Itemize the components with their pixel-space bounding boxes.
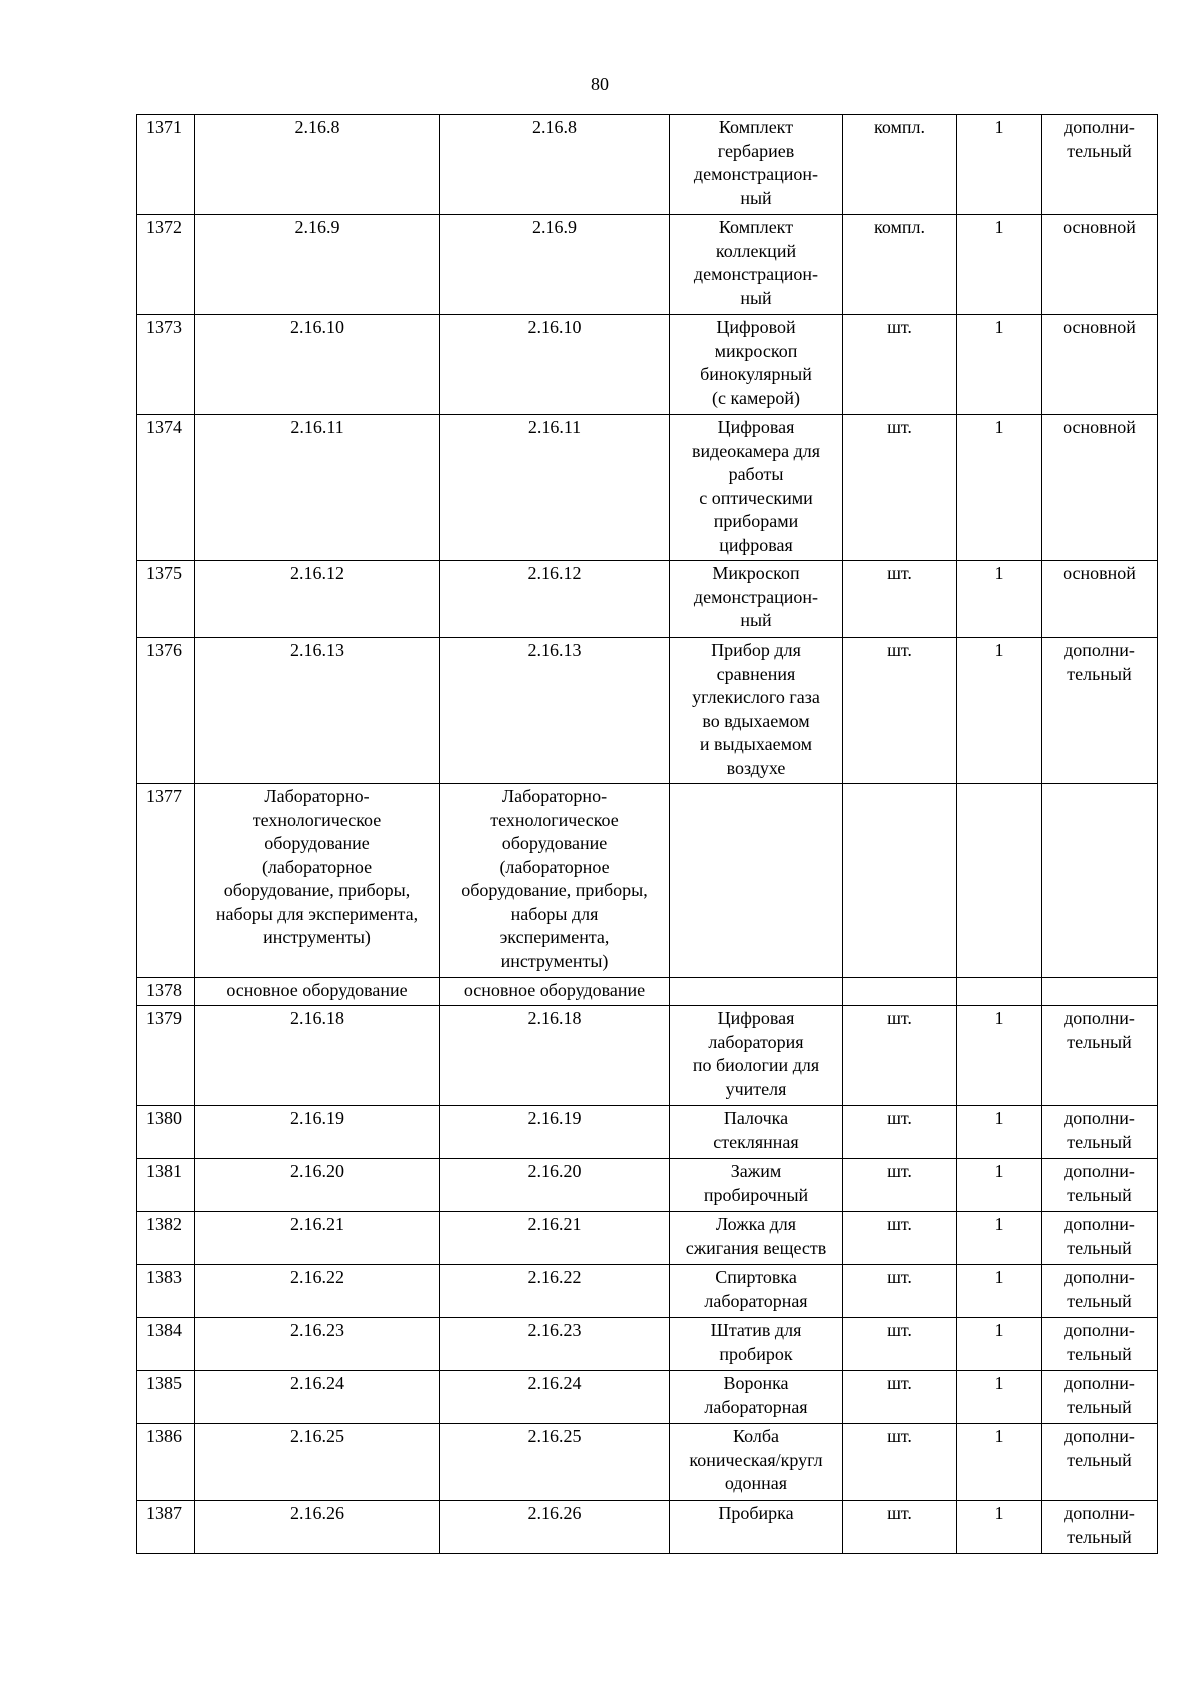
table-cell-row-number	[137, 561, 195, 638]
table-row	[137, 978, 1158, 1006]
table-cell-quantity	[957, 784, 1042, 978]
row-number-text: 1383	[146, 1267, 182, 1287]
row-number-text: 1376	[146, 640, 182, 660]
table-cell-item-name	[670, 415, 843, 561]
table-cell-equipment-type	[1042, 115, 1158, 215]
table-cell-unit-of-measure	[843, 1371, 957, 1424]
code-column-1-text: 2.16.24	[290, 1373, 344, 1393]
item-name-text: Цифровой микроскоп бинокулярный (с камерой)	[700, 317, 812, 408]
code-column-1-text: 2.16.9	[294, 217, 340, 237]
table-cell-code-column-2	[440, 561, 670, 638]
row-number-text: 1386	[146, 1426, 182, 1446]
table-cell-row-number	[137, 115, 195, 215]
table-cell-equipment-type	[1042, 1265, 1158, 1318]
code-column-1-text: 2.16.23	[290, 1320, 344, 1340]
table-cell-code-column-2	[440, 215, 670, 315]
table-cell-quantity	[957, 561, 1042, 638]
table-row	[137, 315, 1158, 415]
table-cell-unit-of-measure	[843, 1006, 957, 1106]
row-number-text: 1371	[146, 117, 182, 137]
table-row	[137, 215, 1158, 315]
table-row	[137, 1318, 1158, 1371]
code-column-2-text: 2.16.20	[527, 1161, 582, 1181]
code-column-2-text: 2.16.22	[527, 1267, 582, 1287]
table-cell-code-column-2	[440, 115, 670, 215]
table-row	[137, 784, 1158, 978]
table-cell-code-column-2	[440, 1265, 670, 1318]
table-cell-item-name	[670, 1371, 843, 1424]
item-name-text: Цифровая лаборатория по биологии для учителя	[692, 1008, 820, 1099]
table-cell-item-name	[670, 978, 843, 1006]
code-column-2-text: основное оборудование	[463, 980, 646, 1000]
table-cell-code-column-1	[195, 115, 440, 215]
table-cell-code-column-1	[195, 1212, 440, 1265]
item-name-text: Зажим пробирочный	[703, 1161, 809, 1205]
table-cell-code-column-2	[440, 978, 670, 1006]
unit-of-measure-text: шт.	[887, 317, 912, 337]
code-column-1-text: 2.16.10	[290, 317, 344, 337]
row-number-text: 1374	[146, 417, 182, 437]
table-cell-code-column-2	[440, 1159, 670, 1212]
table-cell-code-column-1	[195, 1501, 440, 1554]
table-cell-equipment-type	[1042, 1006, 1158, 1106]
table-cell-quantity	[957, 215, 1042, 315]
table-row	[137, 115, 1158, 215]
table-cell-unit-of-measure	[843, 784, 957, 978]
table-cell-item-name	[670, 215, 843, 315]
table-cell-code-column-1	[195, 1371, 440, 1424]
table-cell-unit-of-measure	[843, 1212, 957, 1265]
table-cell-code-column-2	[440, 315, 670, 415]
table-row	[137, 1501, 1158, 1554]
code-column-2-text: 2.16.25	[527, 1426, 582, 1446]
unit-of-measure-text: шт.	[887, 563, 912, 583]
equipment-type-text: дополни- тельный	[1064, 1108, 1135, 1152]
table-cell-code-column-1	[195, 315, 440, 415]
equipment-type-text: дополни- тельный	[1064, 1008, 1135, 1052]
table-cell-quantity	[957, 1371, 1042, 1424]
table-cell-item-name	[670, 1159, 843, 1212]
table-cell-quantity	[957, 1159, 1042, 1212]
table-cell-equipment-type	[1042, 1159, 1158, 1212]
table-cell-code-column-2	[440, 1106, 670, 1159]
quantity-text: 1	[994, 1267, 1004, 1287]
row-number-text: 1378	[146, 980, 182, 1000]
table-cell-code-column-1	[195, 1159, 440, 1212]
table-cell-unit-of-measure	[843, 1501, 957, 1554]
table-cell-item-name	[670, 1501, 843, 1554]
unit-of-measure-text: шт.	[887, 1320, 912, 1340]
table-cell-quantity	[957, 978, 1042, 1006]
table-cell-unit-of-measure	[843, 978, 957, 1006]
code-column-1-text: 2.16.11	[290, 417, 344, 437]
table-cell-code-column-2	[440, 1318, 670, 1371]
quantity-text: 1	[994, 1161, 1004, 1181]
table-row	[137, 561, 1158, 638]
table-cell-code-column-1	[195, 1265, 440, 1318]
table-cell-item-name	[670, 1265, 843, 1318]
unit-of-measure-text: шт.	[887, 417, 912, 437]
table-cell-unit-of-measure	[843, 1106, 957, 1159]
table-cell-code-column-1	[195, 1006, 440, 1106]
table-cell-unit-of-measure	[843, 1159, 957, 1212]
table-cell-quantity	[957, 1501, 1042, 1554]
code-column-2-text: 2.16.9	[532, 217, 577, 237]
code-column-1-text: Лабораторно- технологическое оборудование (лабораторное оборудование, приборы, наборы для эксперимента, инструменты)	[215, 786, 419, 947]
table-cell-row-number	[137, 1265, 195, 1318]
row-number-text: 1375	[146, 563, 182, 583]
equipment-type-text: дополни- тельный	[1064, 1214, 1135, 1258]
quantity-text: 1	[994, 1214, 1004, 1234]
table-cell-quantity	[957, 1318, 1042, 1371]
code-column-2-text: 2.16.12	[527, 563, 582, 583]
table-cell-row-number	[137, 1159, 195, 1212]
table-body	[137, 115, 1158, 1554]
table-cell-code-column-1	[195, 1318, 440, 1371]
row-number-text: 1380	[146, 1108, 182, 1128]
table-cell-quantity	[957, 1212, 1042, 1265]
quantity-text: 1	[994, 1320, 1004, 1340]
quantity-text: 1	[994, 417, 1004, 437]
table-cell-code-column-2	[440, 415, 670, 561]
code-column-1-text: 2.16.25	[290, 1426, 344, 1446]
table-cell-code-column-1	[195, 561, 440, 638]
table-cell-code-column-2	[440, 638, 670, 784]
table-row	[137, 1106, 1158, 1159]
table-cell-item-name	[670, 784, 843, 978]
table-cell-unit-of-measure	[843, 315, 957, 415]
code-column-2-text: 2.16.23	[527, 1320, 582, 1340]
quantity-text: 1	[994, 1008, 1004, 1028]
row-number-text: 1379	[146, 1008, 182, 1028]
table-cell-code-column-1	[195, 978, 440, 1006]
table-cell-quantity	[957, 1106, 1042, 1159]
table-cell-row-number	[137, 1371, 195, 1424]
code-column-2-text: 2.16.26	[527, 1503, 582, 1523]
table-cell-equipment-type	[1042, 1424, 1158, 1501]
table-cell-code-column-1	[195, 1424, 440, 1501]
item-name-text: Спиртовка лабораторная	[704, 1267, 808, 1311]
code-column-2-text: 2.16.8	[532, 117, 577, 137]
table-cell-item-name	[670, 1106, 843, 1159]
table-cell-row-number	[137, 1501, 195, 1554]
table-cell-equipment-type	[1042, 1501, 1158, 1554]
item-name-text: Комплект коллекций демонстрацион- ный	[693, 217, 819, 308]
table-cell-item-name	[670, 1006, 843, 1106]
item-name-text: Воронка лабораторная	[704, 1373, 808, 1417]
table-cell-row-number	[137, 415, 195, 561]
row-number-text: 1384	[146, 1320, 182, 1340]
table-cell-item-name	[670, 1424, 843, 1501]
table-cell-item-name	[670, 115, 843, 215]
equipment-type-text: основной	[1063, 417, 1136, 437]
table-cell-code-column-1	[195, 215, 440, 315]
table-cell-item-name	[670, 561, 843, 638]
table-cell-equipment-type	[1042, 1106, 1158, 1159]
table-cell-unit-of-measure	[843, 115, 957, 215]
table-cell-row-number	[137, 784, 195, 978]
equipment-type-text: дополни- тельный	[1064, 1320, 1135, 1364]
table-cell-row-number	[137, 315, 195, 415]
code-column-2-text: 2.16.24	[527, 1373, 582, 1393]
row-number-text: 1382	[146, 1214, 182, 1234]
table-cell-equipment-type	[1042, 215, 1158, 315]
table-cell-code-column-2	[440, 1424, 670, 1501]
table-cell-equipment-type	[1042, 1318, 1158, 1371]
table-cell-equipment-type	[1042, 561, 1158, 638]
table-cell-equipment-type	[1042, 1212, 1158, 1265]
code-column-1-text: 2.16.20	[290, 1161, 344, 1181]
unit-of-measure-text: шт.	[887, 640, 912, 660]
page-number: 80	[591, 74, 609, 94]
table-row	[137, 1159, 1158, 1212]
equipment-type-text: основной	[1063, 217, 1136, 237]
table-cell-unit-of-measure	[843, 1318, 957, 1371]
item-name-text: Палочка стеклянная	[713, 1108, 799, 1152]
code-column-2-text: 2.16.13	[527, 640, 582, 660]
code-column-1-text: 2.16.12	[290, 563, 344, 583]
code-column-2-text: 2.16.18	[527, 1008, 582, 1028]
table-cell-quantity	[957, 1265, 1042, 1318]
table-row	[137, 1371, 1158, 1424]
row-number-text: 1373	[146, 317, 182, 337]
table-cell-item-name	[670, 315, 843, 415]
code-column-2-text: 2.16.10	[527, 317, 582, 337]
table-cell-equipment-type	[1042, 1371, 1158, 1424]
table-cell-equipment-type	[1042, 784, 1158, 978]
table-cell-unit-of-measure	[843, 1265, 957, 1318]
table-cell-row-number	[137, 1424, 195, 1501]
table-cell-code-column-1	[195, 415, 440, 561]
unit-of-measure-text: шт.	[887, 1161, 912, 1181]
table-row	[137, 1212, 1158, 1265]
table-cell-quantity	[957, 415, 1042, 561]
row-number-text: 1377	[146, 786, 182, 806]
table-cell-item-name	[670, 1318, 843, 1371]
quantity-text: 1	[994, 563, 1004, 583]
item-name-text: Колба коническая/кругл одонная	[689, 1426, 823, 1493]
table-cell-quantity	[957, 315, 1042, 415]
table-cell-code-column-2	[440, 784, 670, 978]
equipment-type-text: дополни- тельный	[1064, 640, 1135, 684]
row-number-text: 1381	[146, 1161, 182, 1181]
equipment-type-text: дополни- тельный	[1064, 1373, 1135, 1417]
table-cell-quantity	[957, 1006, 1042, 1106]
table-row	[137, 1424, 1158, 1501]
table-cell-unit-of-measure	[843, 415, 957, 561]
item-name-text: Ложка для сжигания веществ	[685, 1214, 827, 1258]
table-cell-equipment-type	[1042, 315, 1158, 415]
quantity-text: 1	[994, 640, 1004, 660]
table-cell-row-number	[137, 1006, 195, 1106]
table-cell-code-column-1	[195, 1106, 440, 1159]
equipment-type-text: дополни- тельный	[1064, 1161, 1135, 1205]
row-number-text: 1372	[146, 217, 182, 237]
code-column-1-text: 2.16.19	[290, 1108, 344, 1128]
table-cell-row-number	[137, 1212, 195, 1265]
table-cell-row-number	[137, 638, 195, 784]
code-column-1-text: 2.16.18	[290, 1008, 344, 1028]
table-cell-code-column-1	[195, 638, 440, 784]
row-number-text: 1387	[146, 1503, 182, 1523]
table-cell-unit-of-measure	[843, 1424, 957, 1501]
table-cell-code-column-2	[440, 1501, 670, 1554]
table-cell-equipment-type	[1042, 638, 1158, 784]
quantity-text: 1	[994, 317, 1004, 337]
item-name-text: Цифровая видеокамера для работы с оптическими приборами цифровая	[691, 417, 821, 555]
table-cell-equipment-type	[1042, 978, 1158, 1006]
table-row	[137, 415, 1158, 561]
table-cell-item-name	[670, 638, 843, 784]
equipment-type-text: дополни- тельный	[1064, 117, 1135, 161]
table-cell-equipment-type	[1042, 415, 1158, 561]
code-column-2-text: 2.16.11	[527, 417, 582, 437]
table-cell-unit-of-measure	[843, 638, 957, 784]
quantity-text: 1	[994, 117, 1004, 137]
row-number-text: 1385	[146, 1373, 182, 1393]
table-cell-item-name	[670, 1212, 843, 1265]
equipment-type-text: основной	[1063, 563, 1136, 583]
table-cell-row-number	[137, 1318, 195, 1371]
quantity-text: 1	[994, 1108, 1004, 1128]
item-name-text: Прибор для сравнения углекислого газа во вдыхаемом и выдыхаемом воздухе	[692, 640, 820, 778]
table-cell-code-column-2	[440, 1006, 670, 1106]
unit-of-measure-text: шт.	[887, 1108, 912, 1128]
code-column-2-text: Лабораторно- технологическое оборудование (лабораторное оборудование, приборы, наборы для эксперимента, инструменты)	[461, 786, 648, 971]
unit-of-measure-text: шт.	[887, 1267, 912, 1287]
table-cell-quantity	[957, 1424, 1042, 1501]
table-cell-code-column-1	[195, 784, 440, 978]
table-cell-unit-of-measure	[843, 561, 957, 638]
code-column-2-text: 2.16.19	[527, 1108, 582, 1128]
unit-of-measure-text: шт.	[887, 1503, 912, 1523]
unit-of-measure-text: компл.	[874, 217, 925, 237]
quantity-text: 1	[994, 1503, 1004, 1523]
table-cell-unit-of-measure	[843, 215, 957, 315]
unit-of-measure-text: компл.	[874, 117, 925, 137]
code-column-1-text: 2.16.13	[290, 640, 344, 660]
equipment-type-text: основной	[1063, 317, 1136, 337]
table-row	[137, 638, 1158, 784]
code-column-1-text: 2.16.8	[294, 117, 340, 137]
code-column-2-text: 2.16.21	[527, 1214, 582, 1234]
quantity-text: 1	[994, 1426, 1004, 1446]
equipment-type-text: дополни- тельный	[1064, 1426, 1135, 1470]
item-name-text: Штатив для пробирок	[710, 1320, 802, 1364]
table-cell-row-number	[137, 1106, 195, 1159]
table-row	[137, 1006, 1158, 1106]
code-column-1-text: основное оборудование	[226, 980, 408, 1000]
code-column-1-text: 2.16.26	[290, 1503, 344, 1523]
quantity-text: 1	[994, 1373, 1004, 1393]
table-row	[137, 1265, 1158, 1318]
table-cell-quantity	[957, 638, 1042, 784]
unit-of-measure-text: шт.	[887, 1214, 912, 1234]
code-column-1-text: 2.16.21	[290, 1214, 344, 1234]
item-name-text: Микроскоп демонстрацион- ный	[693, 563, 819, 630]
table-cell-quantity	[957, 115, 1042, 215]
table-cell-row-number	[137, 215, 195, 315]
item-name-text: Пробирка	[718, 1503, 794, 1523]
item-name-text: Комплект гербариев демонстрацион- ный	[693, 117, 819, 208]
quantity-text: 1	[994, 217, 1004, 237]
equipment-type-text: дополни- тельный	[1064, 1503, 1135, 1547]
unit-of-measure-text: шт.	[887, 1008, 912, 1028]
code-column-1-text: 2.16.22	[290, 1267, 344, 1287]
unit-of-measure-text: шт.	[887, 1373, 912, 1393]
table-cell-code-column-2	[440, 1371, 670, 1424]
table-cell-code-column-2	[440, 1212, 670, 1265]
table-cell-row-number	[137, 978, 195, 1006]
equipment-table	[136, 114, 1158, 1554]
equipment-type-text: дополни- тельный	[1064, 1267, 1135, 1311]
unit-of-measure-text: шт.	[887, 1426, 912, 1446]
